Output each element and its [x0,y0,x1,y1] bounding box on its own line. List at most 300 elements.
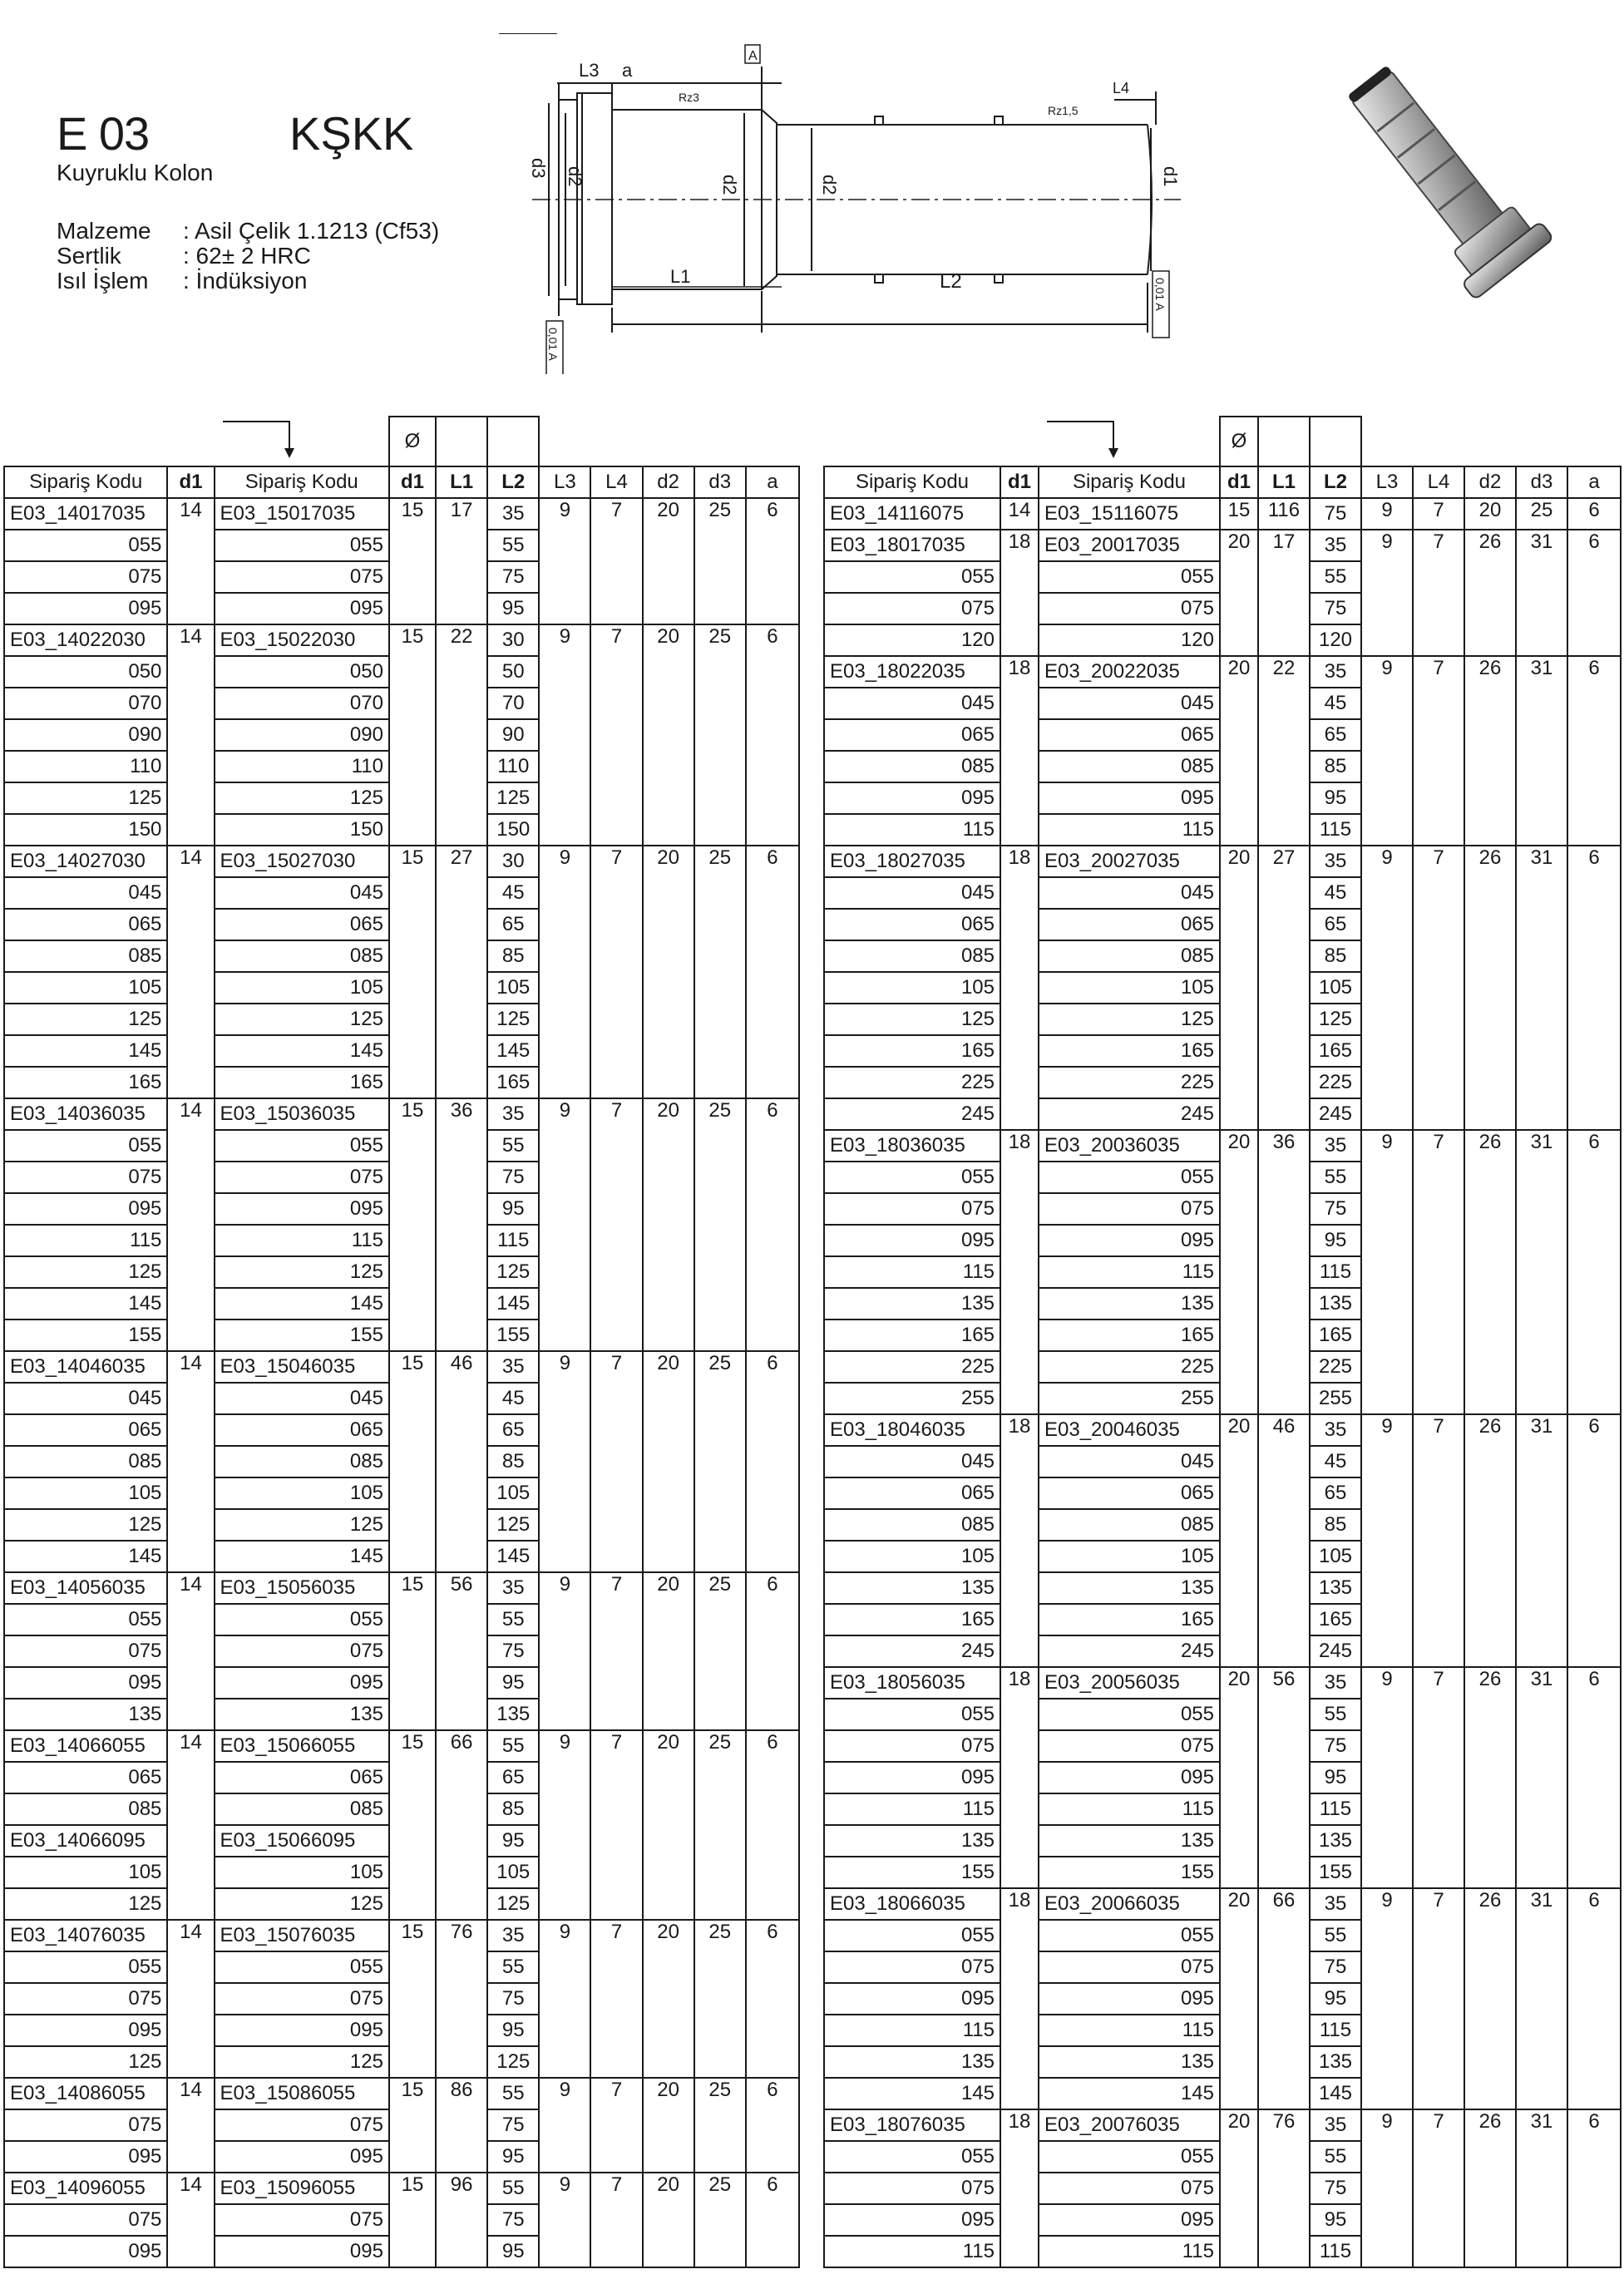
table-cell: 120 [824,624,1000,656]
table-cell: E03_15056035 [215,1572,389,1604]
table-cell: 115 [824,814,1000,846]
table-cell: 075 [215,1983,389,2015]
table-cell: 7 [1413,1667,1464,1888]
table-cell: 075 [1039,1730,1220,1762]
table-cell: 75 [1310,498,1361,530]
table-cell: 095 [824,1762,1000,1793]
column-header: a [1567,466,1621,498]
table-cell: 75 [487,2109,539,2141]
table-cell: 14 [167,2078,214,2173]
label-l1: L1 [670,266,691,287]
table-cell: 065 [824,1477,1000,1509]
table-cell: 6 [746,846,799,1098]
table-cell: 7 [590,2078,642,2173]
label-d1: d1 [1160,166,1181,187]
column-header: L2 [1310,466,1361,498]
table-cell: 20 [1220,1130,1258,1414]
table-cell: 35 [487,1098,539,1130]
table-cell: 105 [4,972,167,1004]
table-cell: 86 [436,2078,487,2173]
table-cell: 27 [436,846,487,1098]
table-cell: 155 [1039,1857,1220,1888]
table-cell: 66 [436,1730,487,1920]
table-cell: 095 [1039,1225,1220,1256]
table-row [4,1351,799,1383]
table-cell: 085 [4,940,167,972]
table-cell: 145 [824,2078,1000,2109]
table-cell: 075 [4,1162,167,1193]
column-header: d1 [167,466,214,498]
table-cell: 075 [824,1193,1000,1225]
table-cell: 9 [539,624,590,846]
label-l4: L4 [1113,80,1130,96]
table-cell: 085 [4,1446,167,1477]
table-cell: 105 [1039,972,1220,1004]
table-cell: 75 [487,2204,539,2236]
left-data-table [3,416,800,2268]
table-cell: 150 [215,814,389,846]
table-cell: 25 [1516,498,1567,530]
table-cell: 85 [1310,751,1361,782]
label-l3: L3 [579,60,600,81]
table-cell: 135 [824,2046,1000,2078]
table-cell: 9 [539,1351,590,1572]
table-cell: 6 [1567,530,1621,656]
table-cell: 20 [643,846,694,1098]
table-cell: 26 [1464,530,1516,656]
table-cell: 14 [167,846,214,1098]
table-cell: 95 [487,1825,539,1857]
table-cell: 105 [4,1857,167,1888]
table-cell: 15 [389,1351,436,1572]
table-cell: 18 [1000,1667,1039,1888]
table-cell: 095 [824,782,1000,814]
table-cell: 135 [824,1572,1000,1604]
table-cell: 55 [487,530,539,561]
table-cell: 95 [487,2236,539,2267]
table-cell: 075 [215,1635,389,1667]
label-l2: L2 [940,270,962,293]
spec-heat-treatment: Isıl İşlem : İndüksiyon [57,268,308,294]
table-cell: E03_20066035 [1039,1888,1220,1920]
table-cell: 065 [1039,1477,1220,1509]
table-cell: 255 [1039,1383,1220,1414]
table-cell: 055 [824,561,1000,593]
table-cell: 6 [1567,498,1621,530]
column-header: Sipariş Kodu [215,466,389,498]
table-cell: 26 [1464,656,1516,846]
table-cell: 30 [487,624,539,656]
table-cell: 145 [4,1288,167,1320]
table-cell: E03_20022035 [1039,656,1220,688]
table-cell: 045 [1039,877,1220,909]
table-cell: 095 [1039,2204,1220,2236]
table-cell: 6 [1567,1130,1621,1414]
table-cell: 145 [1039,2078,1220,2109]
table-cell: 075 [824,2173,1000,2204]
column-header: d3 [694,466,746,498]
table-cell: 25 [694,2173,746,2267]
table-cell: 085 [215,1793,389,1825]
table-cell: 085 [824,1509,1000,1541]
table-cell: E03_18017035 [824,530,1000,561]
table-cell: 7 [590,1098,642,1351]
table-cell: 25 [694,498,746,624]
table-cell: 56 [436,1572,487,1730]
column-header: d1 [389,466,436,498]
table-cell: 6 [746,498,799,624]
table-row [4,1920,799,1951]
table-cell: 45 [487,1383,539,1414]
table-cell: 30 [487,846,539,877]
column-header: Sipariş Kodu [4,466,167,498]
table-cell: 9 [539,1730,590,1920]
table-cell: 50 [487,656,539,688]
table-cell: 065 [215,909,389,940]
column-header: L3 [539,466,590,498]
table-cell: 20 [1220,1888,1258,2109]
table-cell: 120 [1039,624,1220,656]
table-cell: 95 [487,2141,539,2173]
table-cell: 075 [1039,1193,1220,1225]
table-cell: 14 [167,1920,214,2078]
table-cell: 165 [824,1035,1000,1067]
table-cell: 20 [643,2173,694,2267]
table-cell: 075 [1039,2173,1220,2204]
table-cell: 065 [4,1414,167,1446]
column-header: L2 [487,466,539,498]
table-cell: 65 [487,1414,539,1446]
table-cell: 070 [4,688,167,719]
table-cell: 9 [539,2173,590,2267]
table-cell: 7 [1413,530,1464,656]
table-cell: 25 [694,624,746,846]
table-cell: 125 [4,1509,167,1541]
table-cell: 20 [643,1351,694,1572]
table-cell: E03_14066055 [4,1730,167,1762]
table-cell: 105 [824,972,1000,1004]
table-cell: 055 [824,1699,1000,1730]
arrow-down-icon [220,417,383,460]
table-cell: E03_20076035 [1039,2109,1220,2141]
table-cell: 55 [487,1951,539,1983]
table-cell: 050 [4,656,167,688]
table-cell: 15 [389,2078,436,2173]
table-cell: 075 [215,1162,389,1193]
table-cell: 125 [4,1888,167,1920]
table-cell: 75 [1310,1951,1361,1983]
table-cell: 095 [824,1225,1000,1256]
column-header: a [746,466,799,498]
table-cell: 9 [1361,1667,1413,1888]
table-cell: 6 [746,2078,799,2173]
table-row [824,1414,1621,1446]
table-cell: 17 [1258,530,1310,656]
table-cell: 31 [1516,2109,1567,2267]
table-cell: 115 [1310,814,1361,846]
table-cell: 27 [1258,846,1310,1130]
table-cell: 095 [1039,782,1220,814]
table-cell: 55 [487,2078,539,2109]
table-row [824,1130,1621,1162]
table-cell: 165 [1039,1320,1220,1351]
table-cell: 95 [487,2015,539,2046]
table-cell: E03_14076035 [4,1920,167,1951]
table-cell: 075 [4,2109,167,2141]
column-header: L1 [436,466,487,498]
table-cell: 65 [487,909,539,940]
table-cell: 055 [1039,1699,1220,1730]
table-cell: 085 [1039,751,1220,782]
table-cell: 20 [643,1730,694,1920]
table-cell: 055 [4,1951,167,1983]
table-cell: 045 [4,1383,167,1414]
table-cell: 6 [746,1351,799,1572]
table-cell: 065 [4,1762,167,1793]
table-cell: 18 [1000,846,1039,1130]
table-cell: 20 [643,2078,694,2173]
table-cell: 085 [4,1793,167,1825]
spec-material: Malzeme : Asil Çelik 1.1213 (Cf53) [57,218,440,244]
table-cell: 75 [487,561,539,593]
table-cell: 46 [1258,1414,1310,1667]
table-cell: 6 [1567,2109,1621,2267]
table-cell: 065 [824,909,1000,940]
table-cell: 95 [487,1667,539,1699]
table-cell: 7 [1413,498,1464,530]
table-cell: 14 [167,1730,214,1920]
table-cell: 155 [1310,1857,1361,1888]
table-cell: E03_15036035 [215,1098,389,1130]
table-cell: 050 [215,656,389,688]
table-cell: 045 [1039,688,1220,719]
table-cell: 075 [215,2109,389,2141]
table-cell: 115 [1310,2236,1361,2267]
product-short-name: KŞKK [289,107,414,160]
table-cell: 070 [215,688,389,719]
table-cell: 85 [487,1793,539,1825]
table-cell: 075 [4,1983,167,2015]
table-cell: 25 [694,1730,746,1920]
table-cell: 36 [1258,1130,1310,1414]
table-cell: 20 [1220,656,1258,846]
table-cell: 165 [487,1067,539,1098]
table-row [4,846,799,877]
table-cell: 15 [389,1730,436,1920]
table-cell: 255 [1310,1383,1361,1414]
table-cell: 095 [824,1983,1000,2015]
table-cell: 245 [1310,1635,1361,1667]
table-cell: E03_14116075 [824,498,1000,530]
column-header: Sipariş Kodu [824,466,1000,498]
table-cell: 31 [1516,1667,1567,1888]
table-cell: 15 [389,2173,436,2267]
table-cell: 115 [824,2015,1000,2046]
table-cell: 35 [1310,2109,1361,2141]
table-cell: 115 [824,1793,1000,1825]
table-cell: 095 [215,2141,389,2173]
table-cell: E03_15066095 [215,1825,389,1857]
table-cell: 135 [1039,2046,1220,2078]
table-cell: E03_20017035 [1039,530,1220,561]
table-cell: 20 [643,624,694,846]
table-cell: 46 [436,1351,487,1572]
table-cell: 6 [1567,1888,1621,2109]
table-cell: 245 [1310,1098,1361,1130]
table-cell: 155 [487,1320,539,1351]
table-cell: E03_20027035 [1039,846,1220,877]
table-cell: 26 [1464,1888,1516,2109]
table-cell: 45 [1310,877,1361,909]
table-cell: 115 [1039,2015,1220,2046]
table-row [4,498,799,530]
table-cell: 245 [1039,1635,1220,1667]
table-cell: 6 [1567,1667,1621,1888]
table-cell: 65 [1310,719,1361,751]
table-cell: 145 [215,1541,389,1572]
spec-hardness: Sertlik : 62± 2 HRC [57,243,311,269]
table-cell: 225 [1039,1351,1220,1383]
table-cell: 25 [694,1572,746,1730]
table-cell: 18 [1000,2109,1039,2267]
table-cell: 55 [1310,2141,1361,2173]
table-cell: 065 [215,1414,389,1446]
table-cell: 085 [1039,940,1220,972]
table-cell: 96 [436,2173,487,2267]
table-cell: 125 [487,782,539,814]
table-cell: 35 [1310,1667,1361,1699]
table-cell: 9 [1361,656,1413,846]
label-d2b: d2 [719,175,740,195]
table-cell: 045 [824,688,1000,719]
table-cell: 15 [1220,498,1258,530]
column-header: d2 [1464,466,1516,498]
table-cell: 115 [1039,1256,1220,1288]
table-row [824,2109,1621,2141]
table-cell: 18 [1000,1130,1039,1414]
arrow-down-icon [1044,417,1214,460]
table-cell: E03_14066095 [4,1825,167,1857]
table-cell: E03_14017035 [4,498,167,530]
table-cell: 7 [590,1572,642,1730]
table-cell: 055 [1039,561,1220,593]
table-cell: 15 [389,624,436,846]
table-cell: 7 [590,498,642,624]
table-cell: 115 [1310,2015,1361,2046]
label-rz3: Rz3 [679,91,699,104]
table-cell: 055 [4,1130,167,1162]
table-cell: 55 [487,1130,539,1162]
table-cell: 35 [487,1572,539,1604]
table-cell: 125 [487,1004,539,1035]
table-cell: 9 [1361,2109,1413,2267]
table-cell: 090 [215,719,389,751]
label-d2: d2 [565,166,585,187]
table-cell: 75 [1310,2173,1361,2204]
table-cell: E03_18056035 [824,1667,1000,1699]
label-d3: d3 [528,158,549,179]
column-header: L4 [1413,466,1464,498]
table-cell: 115 [824,2236,1000,2267]
table-cell: 7 [590,1730,642,1920]
label-ref-a: A [748,49,758,63]
table-cell: E03_14036035 [4,1098,167,1130]
table-cell: E03_14022030 [4,624,167,656]
table-row [824,1888,1621,1920]
table-cell: 35 [1310,656,1361,688]
table-cell: 065 [1039,909,1220,940]
table-cell: 85 [1310,940,1361,972]
table-row [4,1730,799,1762]
table-cell: 20 [1220,1667,1258,1888]
table-cell: 165 [824,1604,1000,1635]
table-row [824,530,1621,561]
table-cell: 14 [1000,498,1039,530]
table-cell: 155 [4,1320,167,1351]
technical-drawing [499,33,1189,374]
table-cell: 110 [487,751,539,782]
table-cell: 125 [215,1256,389,1288]
table-cell: 095 [1039,1983,1220,2015]
table-cell: 110 [4,751,167,782]
table-cell: 110 [215,751,389,782]
table-cell: 085 [215,940,389,972]
table-cell: 25 [694,1098,746,1351]
table-cell: 20 [643,498,694,624]
table-cell: 105 [824,1541,1000,1572]
table-cell: 55 [1310,1920,1361,1951]
table-cell: 15 [389,846,436,1098]
table-cell: 095 [4,2236,167,2267]
table-cell: 115 [1039,2236,1220,2267]
table-cell: 20 [1220,530,1258,656]
table-cell: 055 [1039,1920,1220,1951]
table-cell: 055 [215,1604,389,1635]
table-cell: 9 [539,1920,590,2078]
table-cell: 095 [215,2236,389,2267]
table-cell: 095 [4,2015,167,2046]
table-cell: E03_14046035 [4,1351,167,1383]
tolerance-frame-left: 0,01 A [546,328,560,361]
table-cell: 31 [1516,1414,1567,1667]
table-cell: 225 [1310,1351,1361,1383]
table-cell: 9 [1361,1888,1413,2109]
table-cell: 055 [824,2141,1000,2173]
table-cell: E03_15022030 [215,624,389,656]
table-cell: 55 [487,1730,539,1762]
table-cell: 7 [1413,2109,1464,2267]
table-cell: 150 [487,814,539,846]
table-cell: 15 [389,498,436,624]
table-cell: 095 [4,2141,167,2173]
table-cell: E03_20056035 [1039,1667,1220,1699]
tolerance-frame-right: 0,01 A [1153,278,1167,311]
table-cell: 85 [487,1446,539,1477]
table-cell: 14 [167,624,214,846]
table-cell: 20 [1220,1414,1258,1667]
table-cell: 7 [590,846,642,1098]
table-cell: 165 [824,1320,1000,1351]
table-cell: E03_14056035 [4,1572,167,1604]
table-cell: 105 [215,1857,389,1888]
table-cell: 55 [1310,1162,1361,1193]
table-cell: 155 [824,1857,1000,1888]
table-cell: 145 [487,1288,539,1320]
table-cell: 165 [1039,1035,1220,1067]
table-cell: 7 [1413,1414,1464,1667]
table-cell: 7 [590,1351,642,1572]
column-header: d2 [643,466,694,498]
